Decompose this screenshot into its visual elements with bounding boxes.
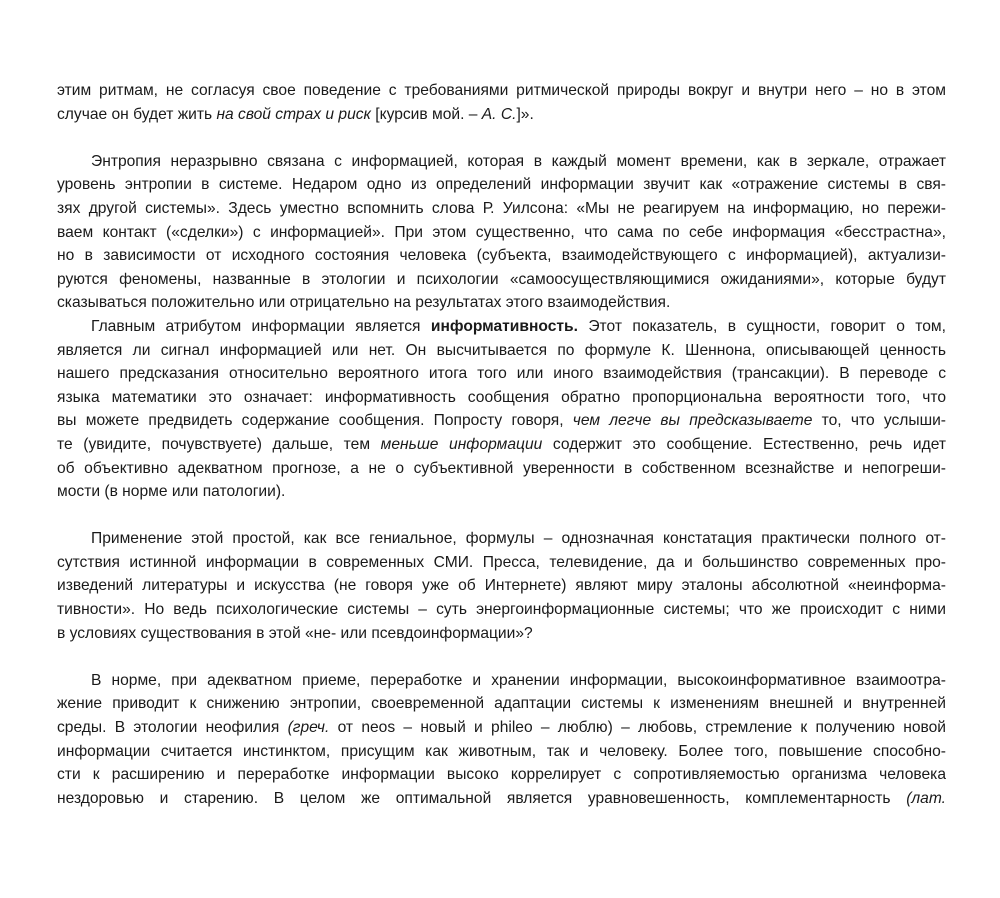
text-span: от neos – новый и phileo – люблю) – любовь, стремление к получению новой <box>329 719 946 737</box>
text-line: тивности». Но ведь психологические системы – суть энергоинформационные системы; что же происходит с ними <box>57 601 946 619</box>
bold-term: информативность. <box>430 317 578 335</box>
italic-span: чем легче вы предсказываете <box>572 412 813 430</box>
text-line: ваем контакт («сделки») с информацией». При этом существенно, что сама по себе информация «бесстрастна», <box>57 223 946 241</box>
text-line <box>57 315 946 339</box>
italic-span: меньше информации <box>380 435 543 453</box>
text-line: мости (в норме или патологии). <box>57 483 286 501</box>
document-page <box>57 79 946 810</box>
text-line: жение приводит к снижению энтропии, своевременной адаптации системы к изменениям внешней и внутренней <box>57 695 946 713</box>
paragraph-0 <box>57 79 946 126</box>
text-span: те (увидите, почувствуете) дальше, тем <box>57 435 381 453</box>
text-span: нездоровью и старению. В целом же оптимальной является уравновешенность, комплементарность <box>57 789 907 807</box>
text-line: информации считается инстинктом, присущим как животным, так и человеку. Более того, повышение способно- <box>57 742 946 760</box>
text-line <box>57 103 946 127</box>
text-line <box>57 787 946 811</box>
text-line: является ли сигнал информацией или нет. Он высчитывается по формуле К. Шеннона, описывающей ценность <box>57 341 946 359</box>
text-span: Главным атрибутом информации является <box>91 317 431 335</box>
text-span: Этот показатель, в сущности, говорит о том, <box>577 317 946 335</box>
text-line: В норме, при адекватном приеме, переработке и хранении информации, высокоинформативное взаимоотра- <box>91 671 946 689</box>
italic-span: на свой страх и риск <box>216 105 371 123</box>
italic-span: (лат. <box>906 789 946 807</box>
paragraph-3 <box>57 527 946 645</box>
text-line: но в зависимости от исходного состояния человека (субъекта, взаимодействующего с информацией), актуализи- <box>57 247 946 265</box>
text-line: зях другой системы». Здесь уместно вспомнить слова Р. Уилсона: «Мы не реагируем на информацию, но пережи- <box>57 199 946 217</box>
paragraph-4 <box>57 669 946 811</box>
text-span: вы можете предвидеть содержание сообщения. Попросту говоря, <box>57 412 573 430</box>
text-line <box>57 716 946 740</box>
text-line: этим ритмам, не согласуя свое поведение с требованиями ритмической природы вокруг и внутри него – но в этом <box>57 82 946 99</box>
text-line: об объективно адекватном прогнозе, а не о субъективной уверенности в собственном всезнайстве и непогреши- <box>57 459 946 477</box>
paragraph-gap <box>57 645 946 669</box>
text-line: сказываться положительно или отрицательно на результатах этого взаимодействия. <box>57 294 671 312</box>
paragraph-gap <box>57 126 946 150</box>
text-line: Применение этой простой, как все гениальное, формулы – однозначная констатация практически полного от- <box>91 530 946 548</box>
text-span: [курсив мой. – <box>370 105 482 123</box>
paragraph-1 <box>57 150 946 315</box>
text-line: изведений литературы и искусства (не говоря уже об Интернете) являют миру эталоны абсолютной «неинформа- <box>57 577 946 595</box>
text-line: сти к расширению и переработке информации высоко коррелирует с сопротивляемостью организма человека <box>57 766 946 784</box>
text-line: в условиях существования в этой «не- или псевдоинформации»? <box>57 624 533 642</box>
italic-span: А. С. <box>481 105 517 123</box>
text-line <box>57 433 946 457</box>
text-line: сутствия истинной информации в современных СМИ. Пресса, телевидение, да и большинство современных про- <box>57 553 946 571</box>
text-line: Энтропия неразрывно связана с информацией, которая в каждый момент времени, как в зеркале, отражает <box>91 152 946 170</box>
text-line: уровень энтропии в системе. Недаром одно из определений информации звучит как «отражение системы в свя- <box>57 176 946 194</box>
text-line: языка математики это означает: информативность сообщения обратно пропорциональна вероятности того, что <box>57 388 946 406</box>
text-span: ]». <box>516 105 534 123</box>
paragraph-gap <box>57 504 946 528</box>
text-span: то, что услыши- <box>812 412 946 430</box>
text-line: нашего предсказания относительно вероятного итога того или иного взаимодействия (трансакции). В переводе с <box>57 365 946 383</box>
text-span: среды. В этологии неофилия <box>57 719 288 737</box>
text-span: случае он будет жить <box>57 105 217 123</box>
text-span: содержит это сообщение. Естественно, речь идет <box>542 435 946 453</box>
italic-span: (греч. <box>287 719 330 737</box>
paragraph-2 <box>57 315 946 504</box>
text-line: руются феномены, названные в этологии и психологии «самоосуществляющимися ожиданиями», которые будут <box>57 270 946 288</box>
text-line <box>57 409 946 433</box>
